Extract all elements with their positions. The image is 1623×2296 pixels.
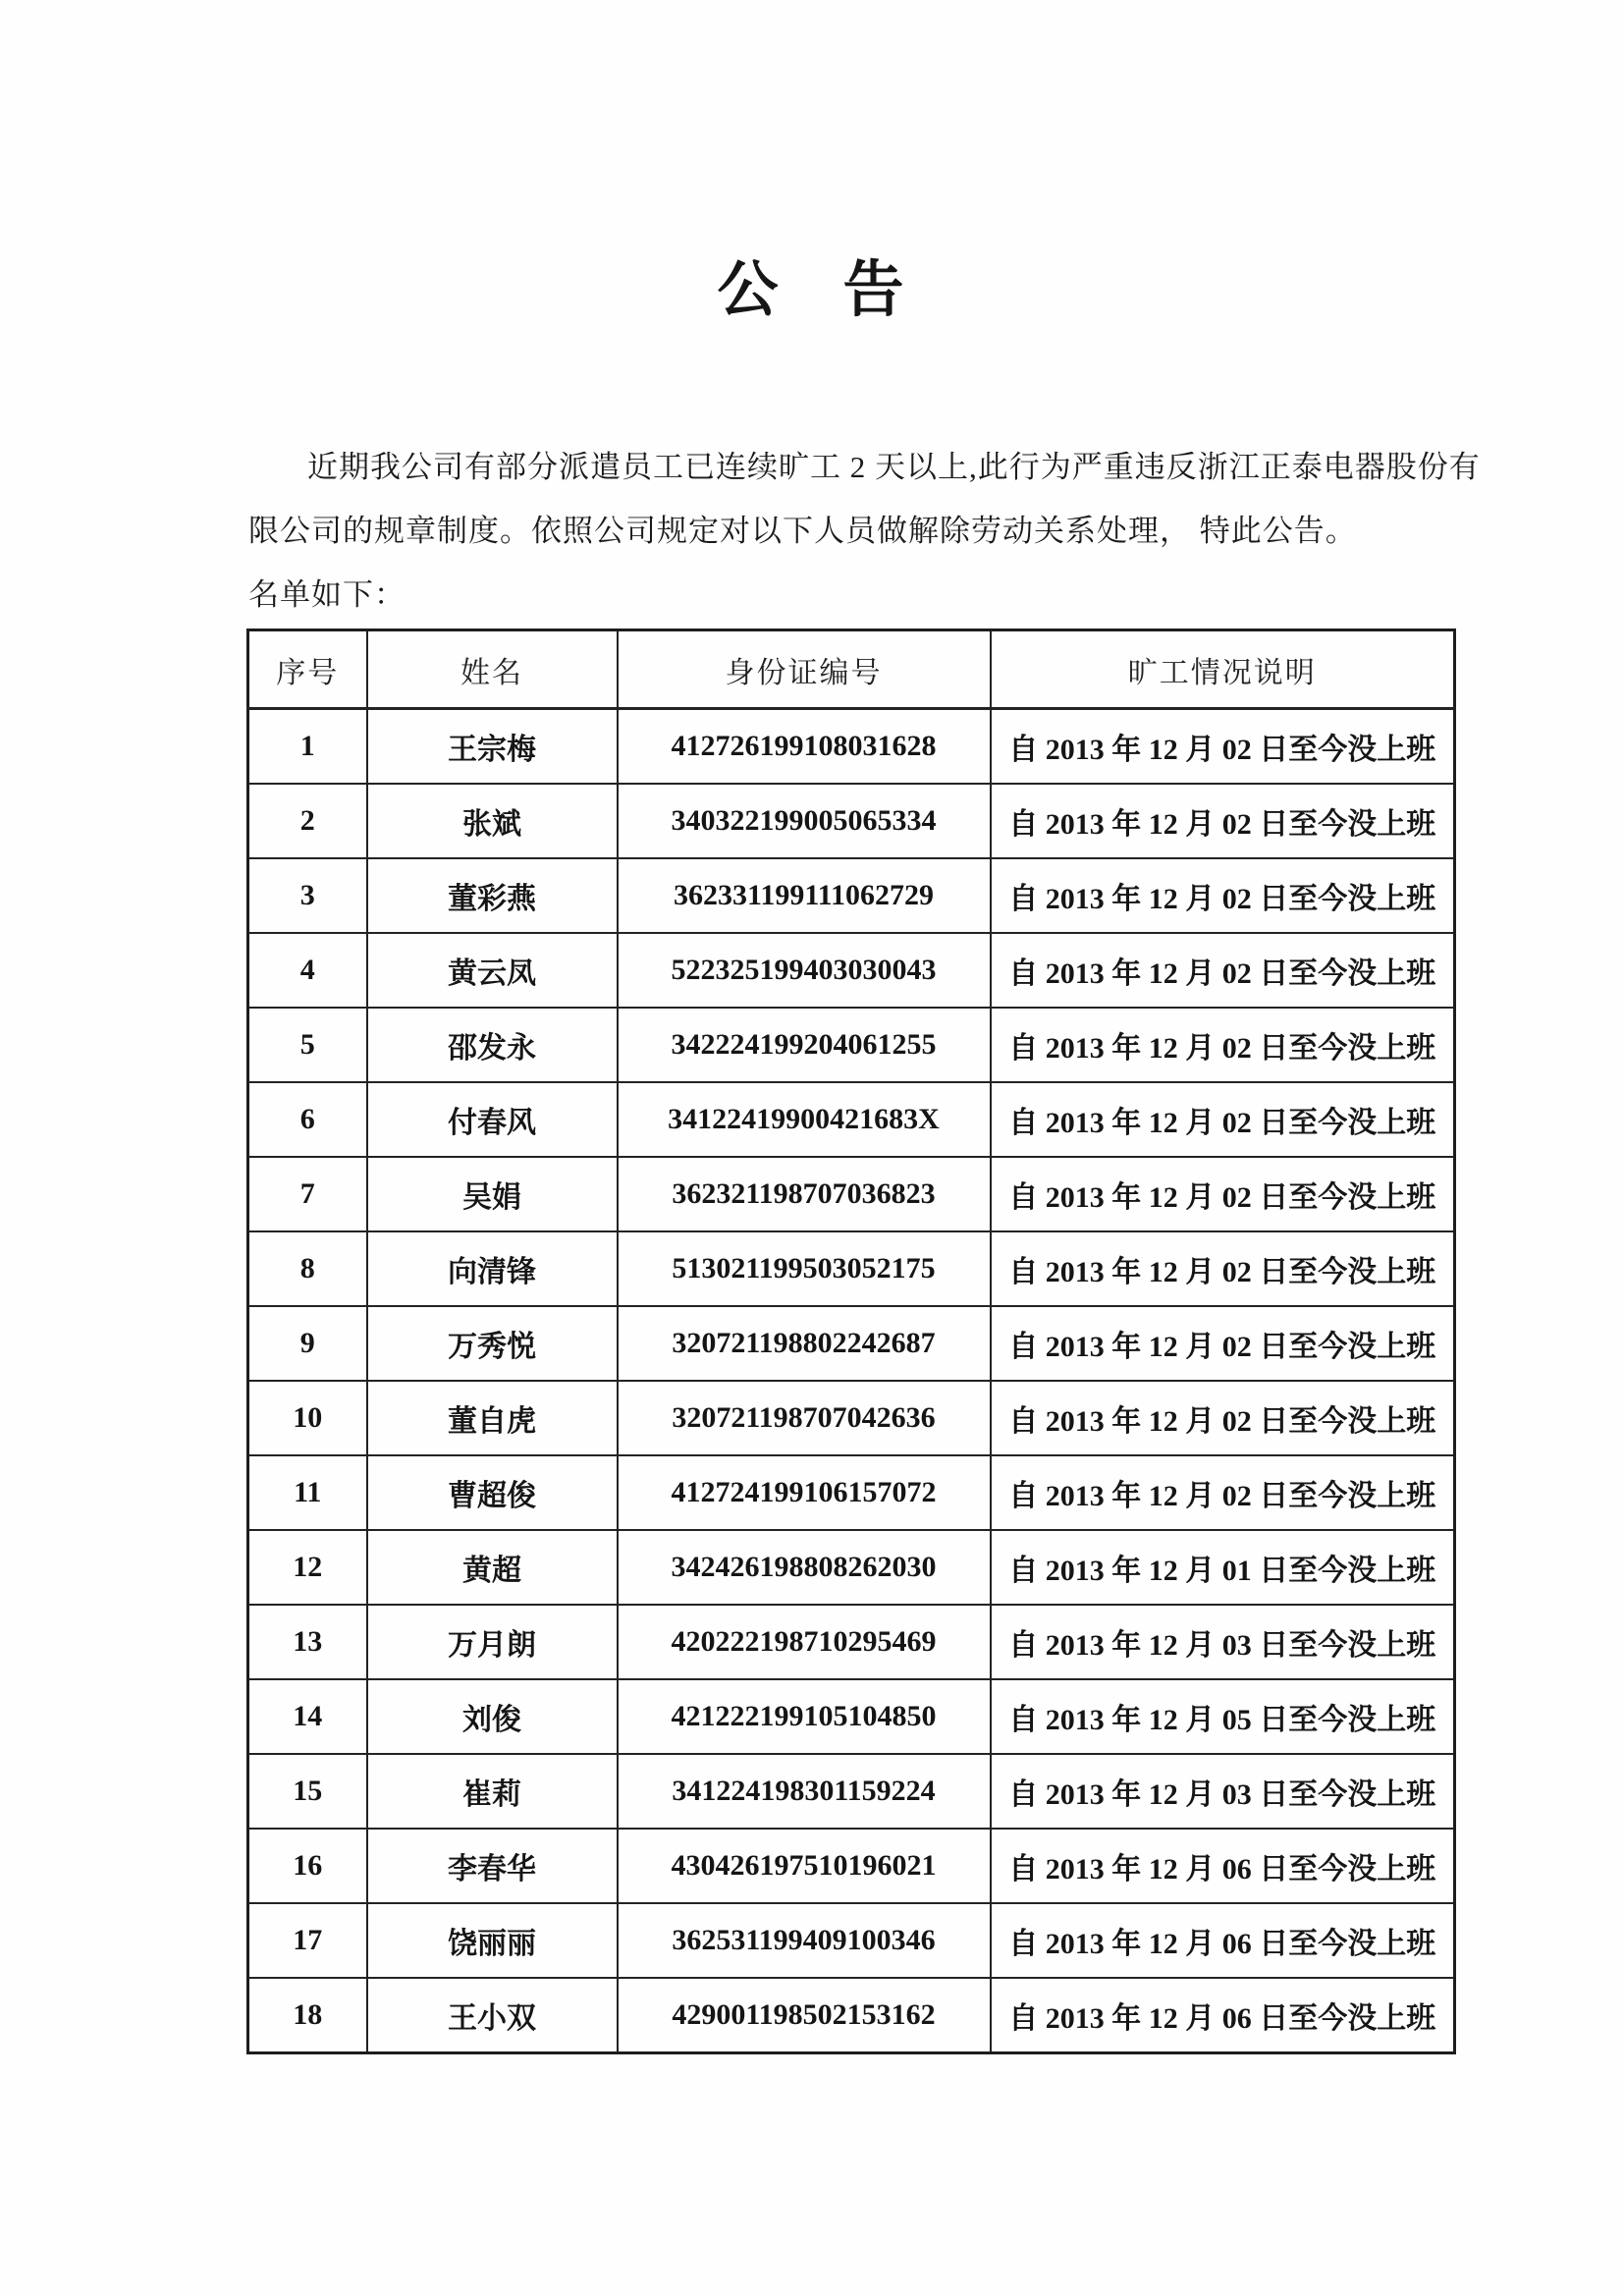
header-id-number: 身份证编号 bbox=[618, 630, 991, 709]
cell-name: 张斌 bbox=[367, 784, 618, 858]
cell-name: 王小双 bbox=[367, 1978, 618, 2053]
cell-note: 自 2013 年 12 月 02 日至今没上班 bbox=[991, 1008, 1455, 1082]
cell-note: 自 2013 年 12 月 02 日至今没上班 bbox=[991, 1082, 1455, 1157]
table-header bbox=[248, 630, 1455, 709]
cell-id: 362531199409100346 bbox=[618, 1903, 991, 1978]
table-row bbox=[248, 1605, 1455, 1679]
cell-note: 自 2013 年 12 月 06 日至今没上班 bbox=[991, 1829, 1455, 1903]
cell-id: 342224199204061255 bbox=[618, 1008, 991, 1082]
table-row bbox=[248, 1157, 1455, 1231]
cell-name: 王宗梅 bbox=[367, 709, 618, 785]
cell-name: 刘俊 bbox=[367, 1679, 618, 1754]
cell-name: 付春风 bbox=[367, 1082, 618, 1157]
list-intro: 名单如下： bbox=[248, 577, 406, 612]
cell-seq: 10 bbox=[248, 1381, 367, 1455]
table-row bbox=[248, 1903, 1455, 1978]
cell-id: 412724199106157072 bbox=[618, 1455, 991, 1530]
roster-table-body bbox=[248, 709, 1455, 2053]
cell-seq: 18 bbox=[248, 1978, 367, 2053]
cell-seq: 6 bbox=[248, 1082, 367, 1157]
cell-note: 自 2013 年 12 月 02 日至今没上班 bbox=[991, 1381, 1455, 1455]
cell-seq: 16 bbox=[248, 1829, 367, 1903]
cell-note: 自 2013 年 12 月 02 日至今没上班 bbox=[991, 784, 1455, 858]
table-row bbox=[248, 709, 1455, 785]
cell-note: 自 2013 年 12 月 02 日至今没上班 bbox=[991, 858, 1455, 933]
table-row bbox=[248, 1455, 1455, 1530]
table-row bbox=[248, 858, 1455, 933]
table-row bbox=[248, 1978, 1455, 2053]
cell-seq: 5 bbox=[248, 1008, 367, 1082]
cell-note: 自 2013 年 12 月 02 日至今没上班 bbox=[991, 1157, 1455, 1231]
cell-note: 自 2013 年 12 月 02 日至今没上班 bbox=[991, 1306, 1455, 1381]
cell-id: 320721198707042636 bbox=[618, 1381, 991, 1455]
cell-name: 董彩燕 bbox=[367, 858, 618, 933]
cell-seq: 4 bbox=[248, 933, 367, 1008]
cell-note: 自 2013 年 12 月 02 日至今没上班 bbox=[991, 933, 1455, 1008]
cell-id: 340322199005065334 bbox=[618, 784, 991, 858]
cell-seq: 17 bbox=[248, 1903, 367, 1978]
header-seq: 序号 bbox=[248, 630, 367, 709]
table-row bbox=[248, 1530, 1455, 1605]
table-row bbox=[248, 1231, 1455, 1306]
cell-id: 430426197510196021 bbox=[618, 1829, 991, 1903]
page-title: 公 告 bbox=[717, 257, 906, 324]
cell-seq: 13 bbox=[248, 1605, 367, 1679]
paragraph-line-1: 近期我公司有部分派遣员工已连续旷工 2 天以上,此行为严重违反浙江正泰电器股份有 bbox=[307, 450, 1481, 484]
cell-seq: 1 bbox=[248, 709, 367, 785]
cell-note: 自 2013 年 12 月 05 日至今没上班 bbox=[991, 1679, 1455, 1754]
table-row bbox=[248, 1679, 1455, 1754]
cell-name: 向清锋 bbox=[367, 1231, 618, 1306]
cell-name: 万秀悦 bbox=[367, 1306, 618, 1381]
table-row bbox=[248, 1082, 1455, 1157]
cell-id: 412726199108031628 bbox=[618, 709, 991, 785]
cell-id: 420222198710295469 bbox=[618, 1605, 991, 1679]
cell-id: 362331199111062729 bbox=[618, 858, 991, 933]
cell-seq: 8 bbox=[248, 1231, 367, 1306]
cell-seq: 11 bbox=[248, 1455, 367, 1530]
table-row bbox=[248, 1754, 1455, 1829]
table-row bbox=[248, 1381, 1455, 1455]
cell-seq: 3 bbox=[248, 858, 367, 933]
cell-name: 黄超 bbox=[367, 1530, 618, 1605]
header-row bbox=[248, 630, 1455, 709]
table-row bbox=[248, 784, 1455, 858]
cell-seq: 14 bbox=[248, 1679, 367, 1754]
cell-seq: 15 bbox=[248, 1754, 367, 1829]
cell-note: 自 2013 年 12 月 01 日至今没上班 bbox=[991, 1530, 1455, 1605]
header-name: 姓名 bbox=[367, 630, 618, 709]
header-absence-note: 旷工情况说明 bbox=[991, 630, 1455, 709]
cell-note: 自 2013 年 12 月 02 日至今没上班 bbox=[991, 1455, 1455, 1530]
table-row bbox=[248, 1306, 1455, 1381]
cell-name: 崔莉 bbox=[367, 1754, 618, 1829]
cell-name: 董自虎 bbox=[367, 1381, 618, 1455]
paragraph-line-2: 限公司的规章制度。依照公司规定对以下人员做解除劳动关系处理， 特此公告。 bbox=[248, 514, 1357, 548]
table-row bbox=[248, 1008, 1455, 1082]
cell-id: 362321198707036823 bbox=[618, 1157, 991, 1231]
cell-name: 邵发永 bbox=[367, 1008, 618, 1082]
cell-note: 自 2013 年 12 月 02 日至今没上班 bbox=[991, 709, 1455, 785]
cell-id: 522325199403030043 bbox=[618, 933, 991, 1008]
dismissal-roster-table bbox=[246, 629, 1456, 2054]
cell-id: 421222199105104850 bbox=[618, 1679, 991, 1754]
table-row bbox=[248, 933, 1455, 1008]
cell-name: 曹超俊 bbox=[367, 1455, 618, 1530]
cell-seq: 9 bbox=[248, 1306, 367, 1381]
cell-note: 自 2013 年 12 月 03 日至今没上班 bbox=[991, 1754, 1455, 1829]
cell-id: 34122419900421683X bbox=[618, 1082, 991, 1157]
cell-id: 341224198301159224 bbox=[618, 1754, 991, 1829]
cell-note: 自 2013 年 12 月 03 日至今没上班 bbox=[991, 1605, 1455, 1679]
cell-seq: 7 bbox=[248, 1157, 367, 1231]
cell-id: 429001198502153162 bbox=[618, 1978, 991, 2053]
table-row bbox=[248, 1829, 1455, 1903]
cell-id: 342426198808262030 bbox=[618, 1530, 991, 1605]
cell-name: 万月朗 bbox=[367, 1605, 618, 1679]
cell-note: 自 2013 年 12 月 06 日至今没上班 bbox=[991, 1903, 1455, 1978]
cell-id: 513021199503052175 bbox=[618, 1231, 991, 1306]
cell-name: 黄云凤 bbox=[367, 933, 618, 1008]
cell-seq: 2 bbox=[248, 784, 367, 858]
cell-id: 320721198802242687 bbox=[618, 1306, 991, 1381]
cell-name: 吴娟 bbox=[367, 1157, 618, 1231]
cell-name: 李春华 bbox=[367, 1829, 618, 1903]
announcement-body bbox=[248, 450, 1481, 641]
cell-name: 饶丽丽 bbox=[367, 1903, 618, 1978]
cell-note: 自 2013 年 12 月 06 日至今没上班 bbox=[991, 1978, 1455, 2053]
cell-seq: 12 bbox=[248, 1530, 367, 1605]
cell-note: 自 2013 年 12 月 02 日至今没上班 bbox=[991, 1231, 1455, 1306]
